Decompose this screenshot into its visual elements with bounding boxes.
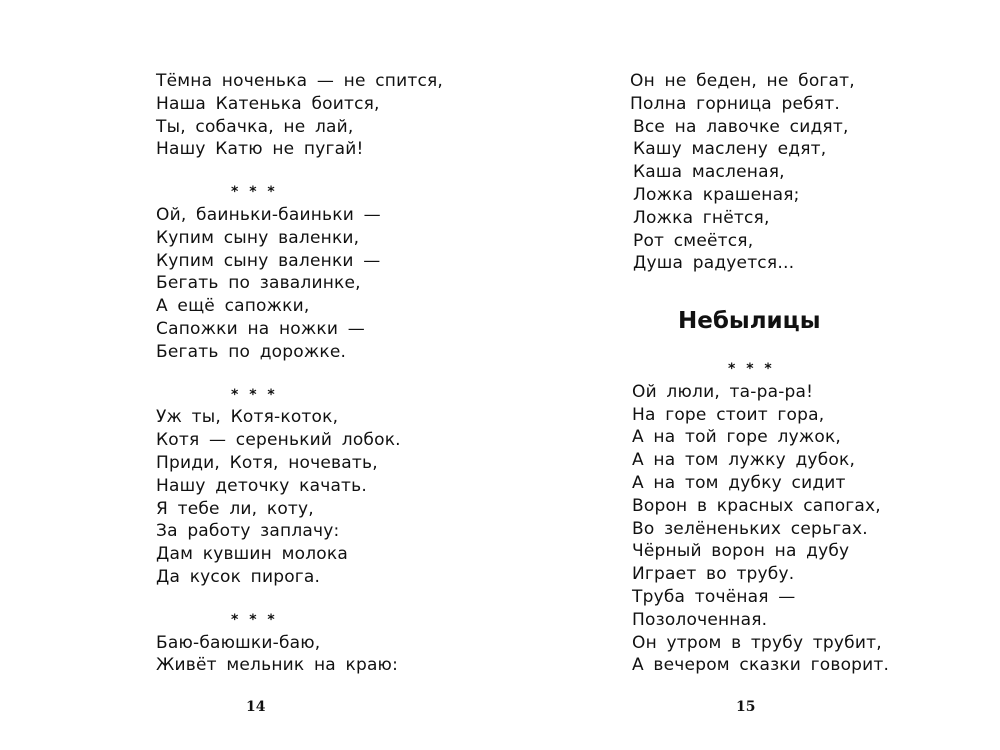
poem-line: Тёмна ноченька — не спится, — [156, 71, 444, 91]
left-page-poems — [156, 70, 443, 677]
poem-line: Ворон в красных сапогах, — [632, 495, 881, 516]
poem-line: Баю-баюшки-баю, — [156, 632, 321, 653]
poem-line: Ложка гнётся, — [633, 207, 770, 228]
poem-line: Уж ты, Котя-коток, — [156, 407, 339, 428]
section-title: Небылицы — [678, 308, 821, 334]
poem-line: Все на лавочке сидят, — [633, 116, 849, 137]
poem-line: Я тебе ли, коту, — [156, 498, 314, 519]
poem-line: Душа радуется… — [633, 253, 795, 274]
poem-line: Бегать по дорожке. — [156, 341, 347, 362]
poem-line: Ой, баиньки-баиньки — — [156, 204, 381, 225]
stanza-4 — [156, 609, 443, 677]
poem-line: А на том дубку сидит — [632, 472, 846, 493]
poem-line: Да кусок пирога. — [156, 566, 321, 587]
stanza-gap — [156, 364, 443, 384]
stanza-2 — [156, 181, 443, 363]
poem-line: А ещё сапожки, — [156, 296, 310, 317]
poem-line: Приди, Котя, ночевать, — [156, 452, 378, 473]
page-number: 14 — [246, 699, 266, 715]
stanza-gap — [156, 161, 443, 181]
poem-line: А на том лужку дубок, — [632, 450, 856, 471]
poem-line: Полна горница ребят. — [630, 93, 840, 114]
poem-line: Купим сыну валенки, — [156, 227, 360, 248]
poem-line: Он не беден, не богат, — [630, 71, 855, 91]
poem-line: А на той горе лужок, — [632, 427, 842, 448]
poem-line: Наша Катенька боится, — [156, 93, 380, 114]
poem-line: Сапожки на ножки — — [156, 318, 365, 339]
poem-line: На горе стоит гора, — [632, 404, 825, 425]
poem-line: Во зелёненьких серьгах. — [632, 518, 868, 539]
poem-line: Купим сыну валенки — — [156, 250, 381, 271]
stanza-divider: * * * — [231, 611, 278, 628]
stanza-divider: * * * — [728, 361, 775, 377]
stanza-gap — [156, 589, 443, 609]
poem-line: А вечером сказки говорит. — [632, 655, 890, 676]
poem-line: Играет во трубу. — [632, 564, 795, 585]
poem-line: Чёрный ворон на дубу — [632, 541, 850, 562]
poem-line: Ой люли, та-ра-ра! — [632, 381, 814, 402]
poem-line: Рот смеётся, — [633, 230, 754, 251]
poem-line: Позолоченная. — [632, 609, 768, 630]
poem-line: Ложка крашеная; — [633, 184, 800, 205]
poem-line: Бегать по завалинке, — [156, 273, 361, 294]
poem-line: Труба точёная — — [632, 586, 796, 607]
poem-line: Нашу деточку качать. — [156, 475, 367, 496]
stanza-1 — [156, 70, 443, 161]
poem-line: За работу заплачу: — [156, 521, 340, 542]
poem-line: Живёт мельник на краю: — [156, 655, 398, 676]
stanza-divider: * * * — [231, 184, 278, 201]
poem-line: Каша масленая, — [633, 162, 785, 183]
page-number: 15 — [736, 699, 756, 715]
right-page-section-poem — [632, 358, 889, 677]
poem-line: Ты, собачка, не лай, — [156, 116, 354, 137]
right-page-top-poem — [630, 70, 855, 275]
poem-line: Нашу Катю не пугай! — [156, 139, 364, 160]
poem-line: Котя — серенький лобок. — [156, 430, 401, 451]
poem-line: Он утром в трубу трубит, — [632, 632, 882, 653]
stanza-3 — [156, 384, 443, 589]
poem-line: Кашу маслену едят, — [633, 139, 827, 160]
stanza-divider: * * * — [231, 386, 278, 403]
poem-line: Дам кувшин молока — [156, 544, 348, 565]
